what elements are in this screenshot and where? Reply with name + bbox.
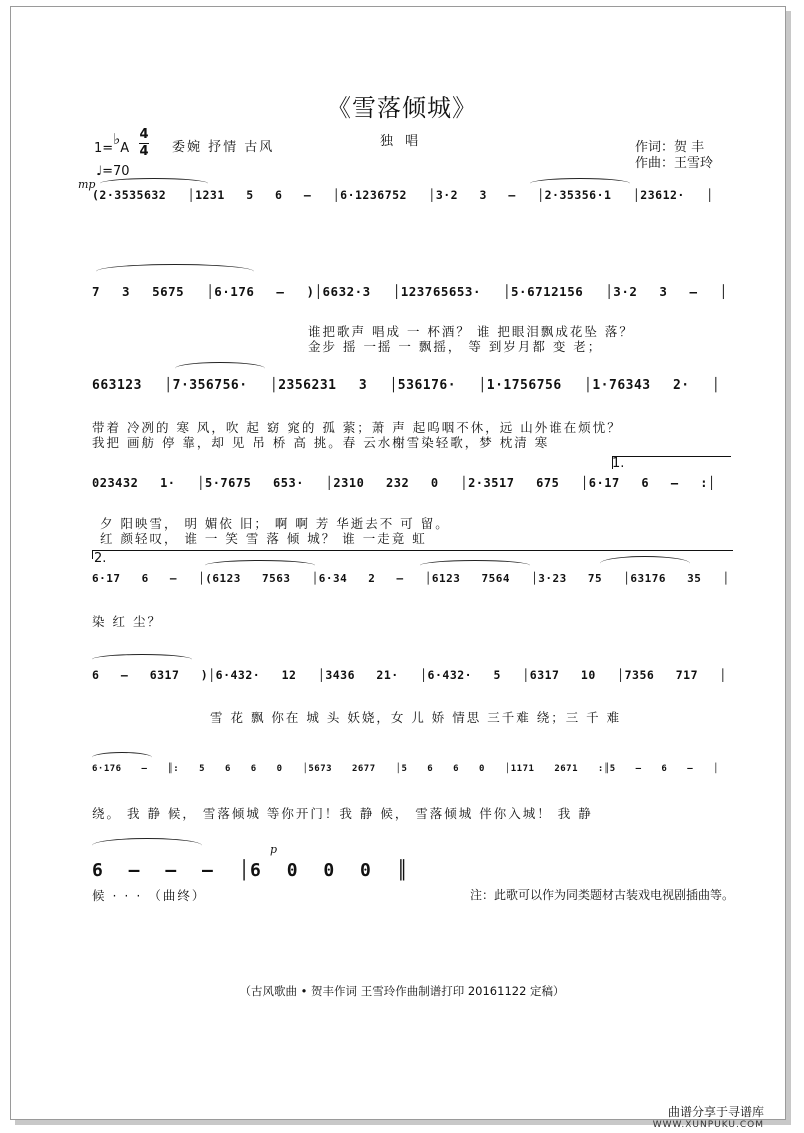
footer-credit: （古风歌曲 • 贺丰作词 王雪玲作曲制谱打印 20161122 定稿） <box>239 984 565 998</box>
notation-system-7: 6·176 – ║: 5 6 6 0 │5673 2677 │5 6 6 0 │1171 2671 :║5 – 6 – │ <box>92 764 720 774</box>
key-signature <box>94 130 130 156</box>
dynamic-p: p <box>270 843 278 856</box>
volta-1: 1. <box>612 456 625 471</box>
lyric-system-2-verse-1: 谁把歌声 唱成 一 杯酒？ 谁 把眼泪飘成花坠 落？ <box>308 324 634 339</box>
tempo-marking: ♩=70 <box>96 164 130 179</box>
performance-type: 独 唱 <box>380 134 423 149</box>
slur <box>420 560 530 571</box>
slur <box>600 556 690 571</box>
lyric-system-4-verse-1: 夕 阳映雪， 明 媚依 旧； 啊 啊 芳 华逝去不 可 留。 <box>100 516 450 531</box>
key-prefix: 1= <box>94 141 114 156</box>
notation-system-3: 663123 │7·356756· │2356231 3 │536176· │1·1756756 │1·76343 2· │ <box>92 378 721 393</box>
notation-system-2: 7 3 5675 │6·176 – )│6632·3 │123765653· │5·6712156 │3·2 3 – │ <box>92 284 728 299</box>
style-description: 委婉 抒情 古风 <box>172 140 275 155</box>
lyric-system-6: 雪 花 飘 你在 城 头 妖娆，女 儿 娇 情思 三千难 绕；三 千 难 <box>210 710 622 725</box>
time-signature <box>139 127 149 160</box>
notation-system-5: 6·17 6 – │(6123 7563 │6·34 2 – │6123 7564 │3·23 75 │63176 35 │ <box>92 572 730 585</box>
performance-note: 注：此歌可以作为同类题材古装戏电视剧插曲等。 <box>470 888 735 902</box>
volta-1-bracket <box>612 456 731 469</box>
time-denominator: 4 <box>139 144 149 159</box>
slur <box>175 362 265 375</box>
lyric-system-7: 绕。 我 静 候， 雪落倾城 等你开门！我 静 候， 雪落倾城 伴你入城！ 我 静 <box>92 806 593 821</box>
lyric-system-3-verse-1: 带着 冷冽的 寒 风，吹 起 窈 窕的 孤 萦；萧 声 起呜咽不休，远 山外谁在烦忧？ <box>92 420 622 435</box>
volta-2: 2. <box>94 551 107 566</box>
notation-system-1: (2·3535632 │1231 5 6 – │6·1236752 │3·2 3 – │2·35356·1 │23612· │ <box>92 188 714 202</box>
lyric-system-5: 染 红 尘？ <box>92 614 162 629</box>
lyric-system-2-verse-2: 金步 摇 一摇 一 飘摇， 等 到岁月都 变 老； <box>308 339 603 354</box>
slur <box>205 560 315 571</box>
lyric-system-4-verse-2: 红 颜轻叹， 谁 一 笑 雪 落 倾 城？ 谁 一走竟 虹 <box>100 531 427 546</box>
composer-credit: 作曲：王雪玲 <box>635 156 714 171</box>
lyric-system-3-verse-2: 我把 画舫 停 靠，却 见 吊 桥 高 挑。春 云水榭雪染轻歌，梦 枕清 寒 <box>92 435 550 450</box>
notation-system-6: 6 – 6317 )│6·432· 12 │3436 21· │6·432· 5 │6317 10 │7356 717 │ <box>92 668 727 682</box>
slur <box>96 264 254 279</box>
slur <box>92 752 152 763</box>
time-numerator: 4 <box>139 127 149 142</box>
flat-sign: ♭ <box>113 130 121 148</box>
dynamic-mp: mp <box>78 178 96 191</box>
slur <box>92 838 202 853</box>
watermark-url: WWW.XUNPUKU.COM <box>652 1120 764 1130</box>
notation-system-4: 023432 1· │5·7675 653· │2310 232 0 │2·3517 675 │6·17 6 – :│ <box>92 476 716 490</box>
slur <box>92 654 192 665</box>
notation-system-8: 6 – – – │6 0 0 0 ║ <box>92 860 409 881</box>
lyric-system-8: 候 · · · （曲终） <box>92 888 207 903</box>
lyricist-credit: 作词：贺 丰 <box>635 140 705 155</box>
watermark-text: 曲谱分享于寻谱库 <box>667 1105 764 1119</box>
song-title: 《雪落倾城》 <box>327 94 477 122</box>
key-note: A <box>120 141 130 156</box>
